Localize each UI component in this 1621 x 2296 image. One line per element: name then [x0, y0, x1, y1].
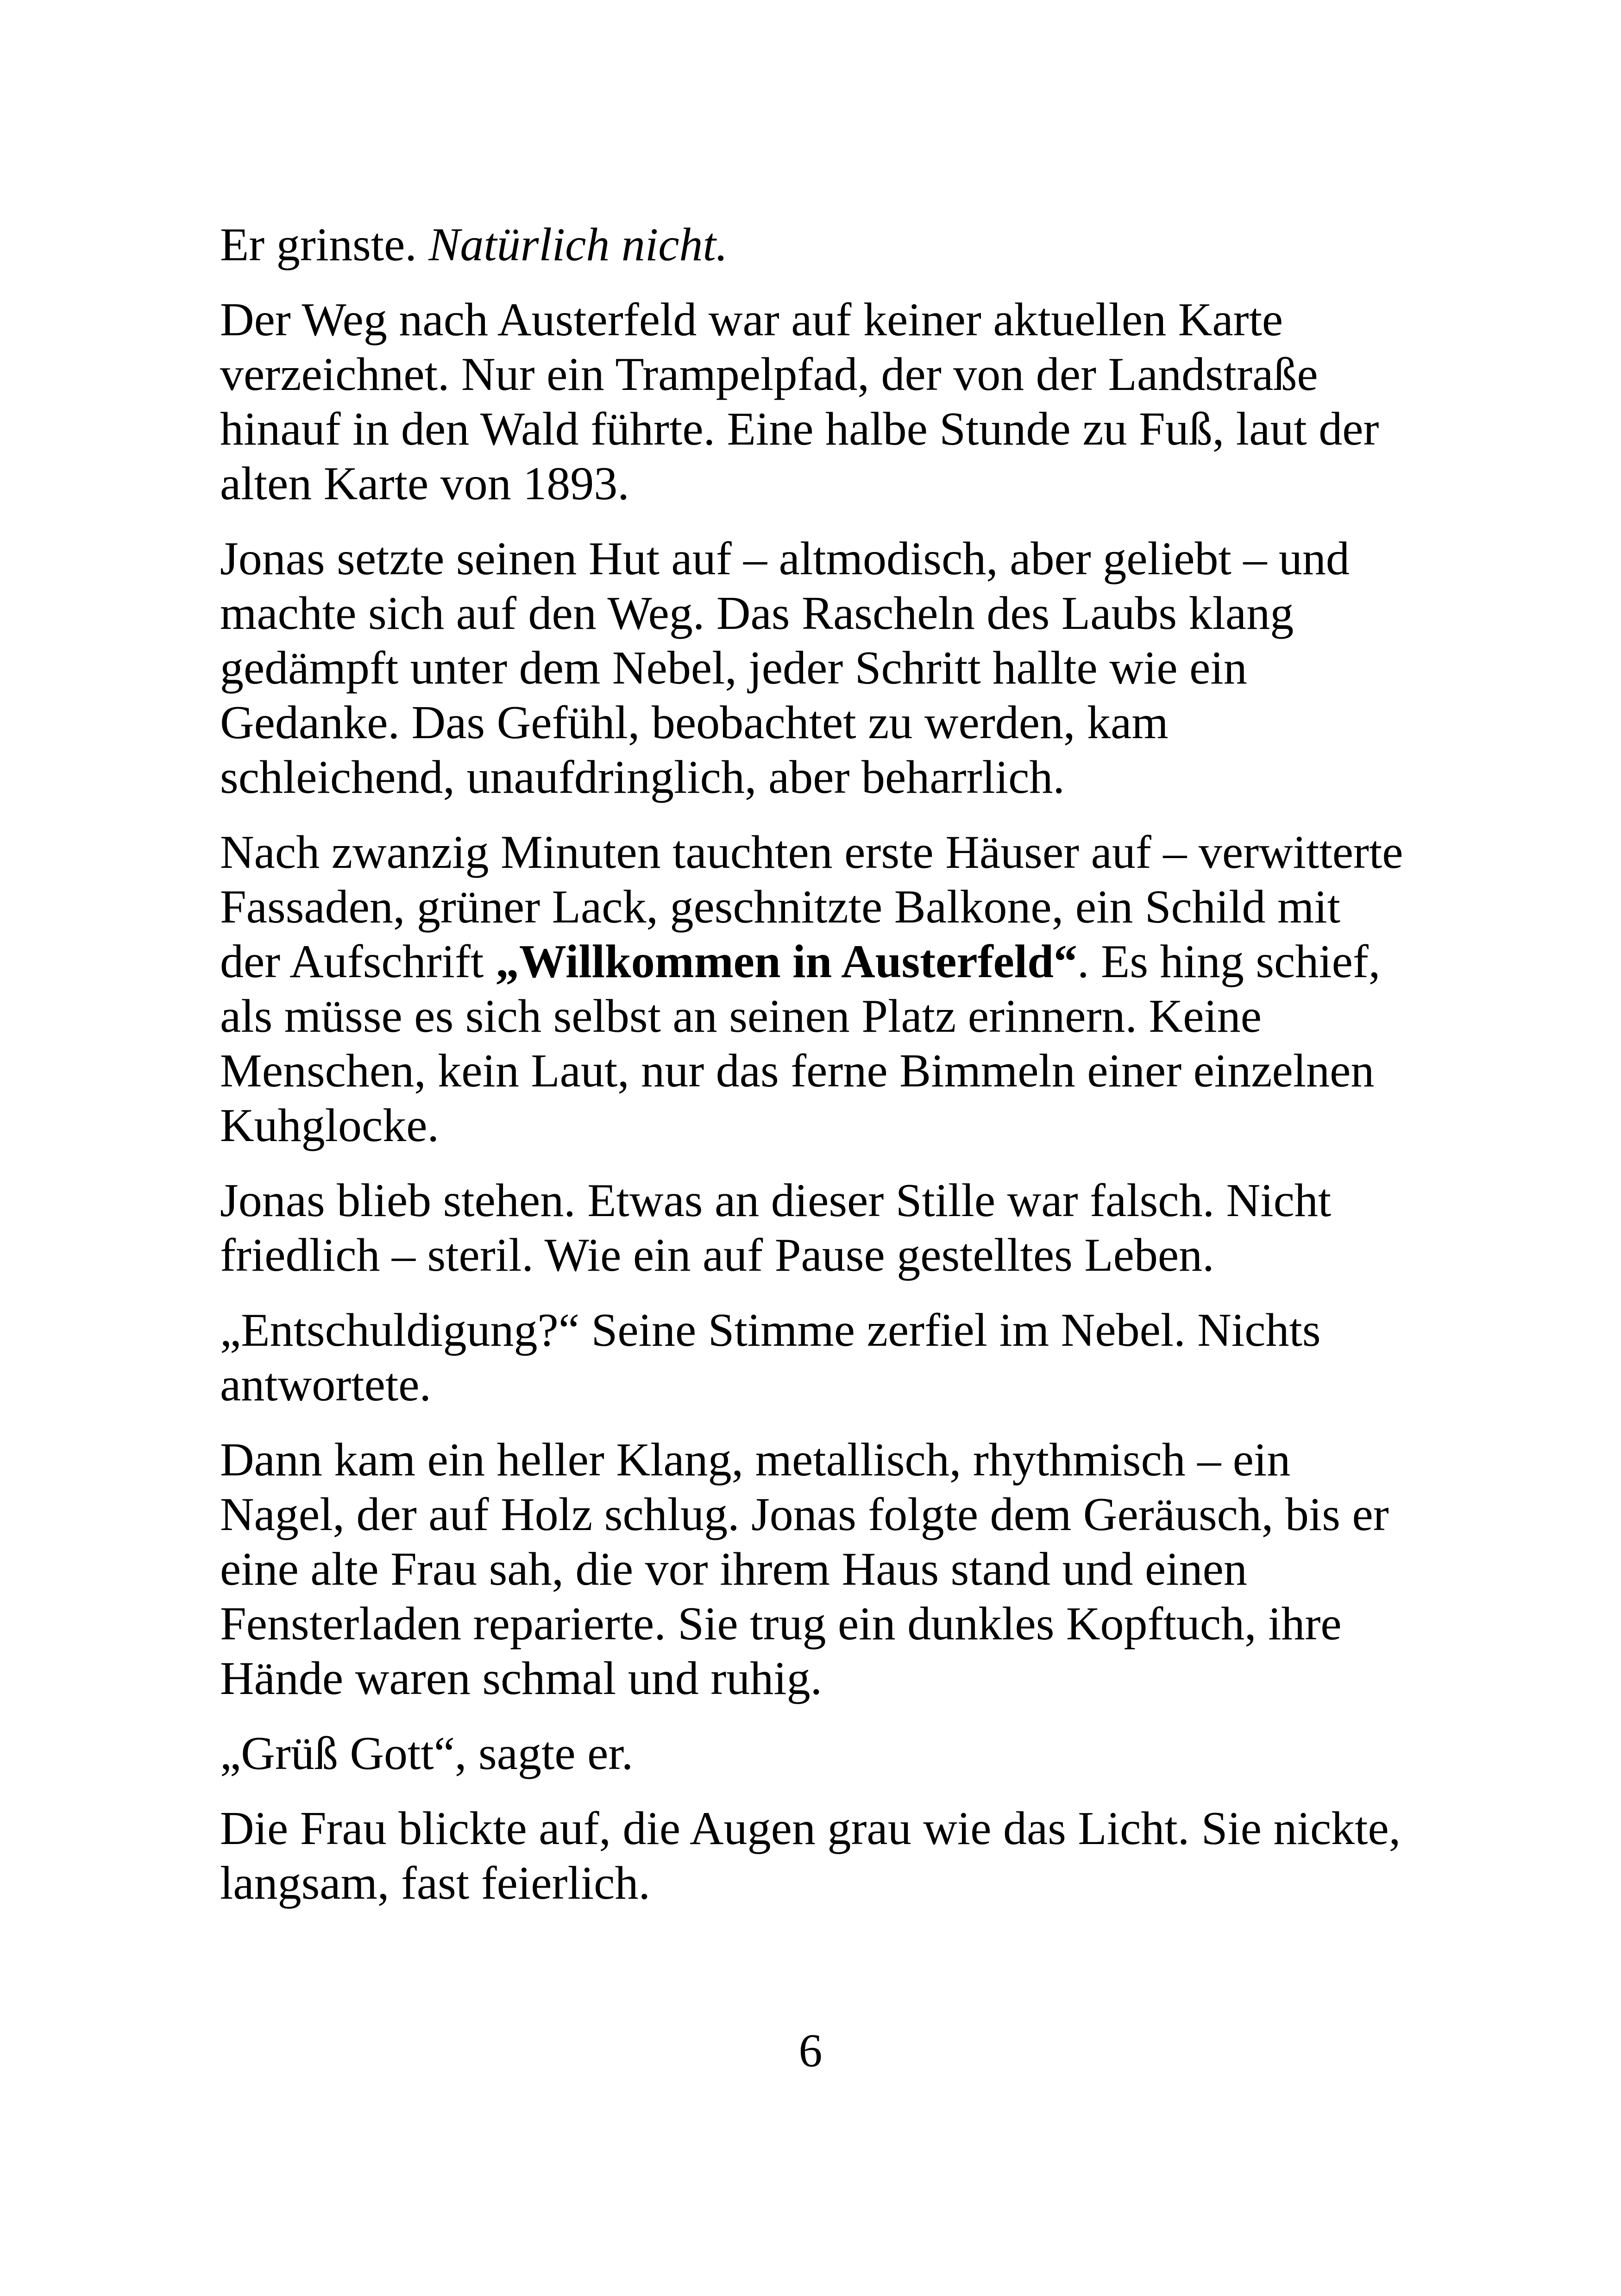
paragraph-2: Der Weg nach Austerfeld war auf keiner aktuellen Karte verzeichnet. Nur ein Trampelpfad, der von der Landstraße hinauf in den Wald führte. Eine halbe Stunde zu Fuß, laut der alten Karte von 1893. [220, 294, 1379, 510]
paragraph-9: Die Frau blickte auf, die Augen grau wie das Licht. Sie nickte, langsam, fast feierlich. [220, 1802, 1401, 1909]
paragraph-5: Jonas blieb stehen. Etwas an dieser Stille war falsch. Nicht friedlich – steril. Wie ein auf Pause gestelltes Leben. [220, 1174, 1332, 1281]
paragraph-3: Jonas setzte seinen Hut auf – altmodisch, aber geliebt – und machte sich auf den Weg. Das Rascheln des Laubs klang gedämpft unter dem Nebel, jeder Schritt hallte wie ein Gedanke. Das Gefühl, beobachtet zu werden, kam schleichend, unaufdringlich, aber beharrlich. [220, 533, 1350, 803]
paragraph-4 [220, 825, 1406, 1153]
paragraph-8: „Grüß Gott“, sagte er. [220, 1727, 634, 1780]
paragraph-4-before: Nach zwanzig Minuten tauchten erste Häuser auf – verwitterte Fassaden, grüner Lack, geschnitzte Balkone, ein Schild mit der Aufschrift [220, 826, 1403, 988]
paragraph-1 [220, 218, 1406, 272]
body-text [220, 218, 1406, 1931]
paragraph-4-bold-sign: „Willkommen in Austerfeld“ [495, 935, 1078, 988]
paragraph-1-italic: Natürlich nicht. [428, 219, 728, 271]
paragraph-1-text: Er grinste. [220, 219, 429, 271]
paragraph-4-after: . Es hing schief, als müsse es sich selbst an seinen Platz erinnern. Keine Menschen, kein Laut, nur das ferne Bimmeln einer einzelnen Kuhglocke. [220, 935, 1381, 1152]
paragraph-6: „Entschuldigung?“ Seine Stimme zerfiel im Nebel. Nichts antwortete. [220, 1304, 1321, 1411]
page-number: 6 [798, 2025, 823, 2077]
paragraph-7: Dann kam ein heller Klang, metallisch, rhythmisch – ein Nagel, der auf Holz schlug. Jonas folgte dem Geräusch, bis er eine alte Frau sah, die vor ihrem Haus stand und einen Fensterladen reparierte. Sie trug ein dunkles Kopftuch, ihre Hände waren schmal und ruhig. [220, 1434, 1389, 1705]
